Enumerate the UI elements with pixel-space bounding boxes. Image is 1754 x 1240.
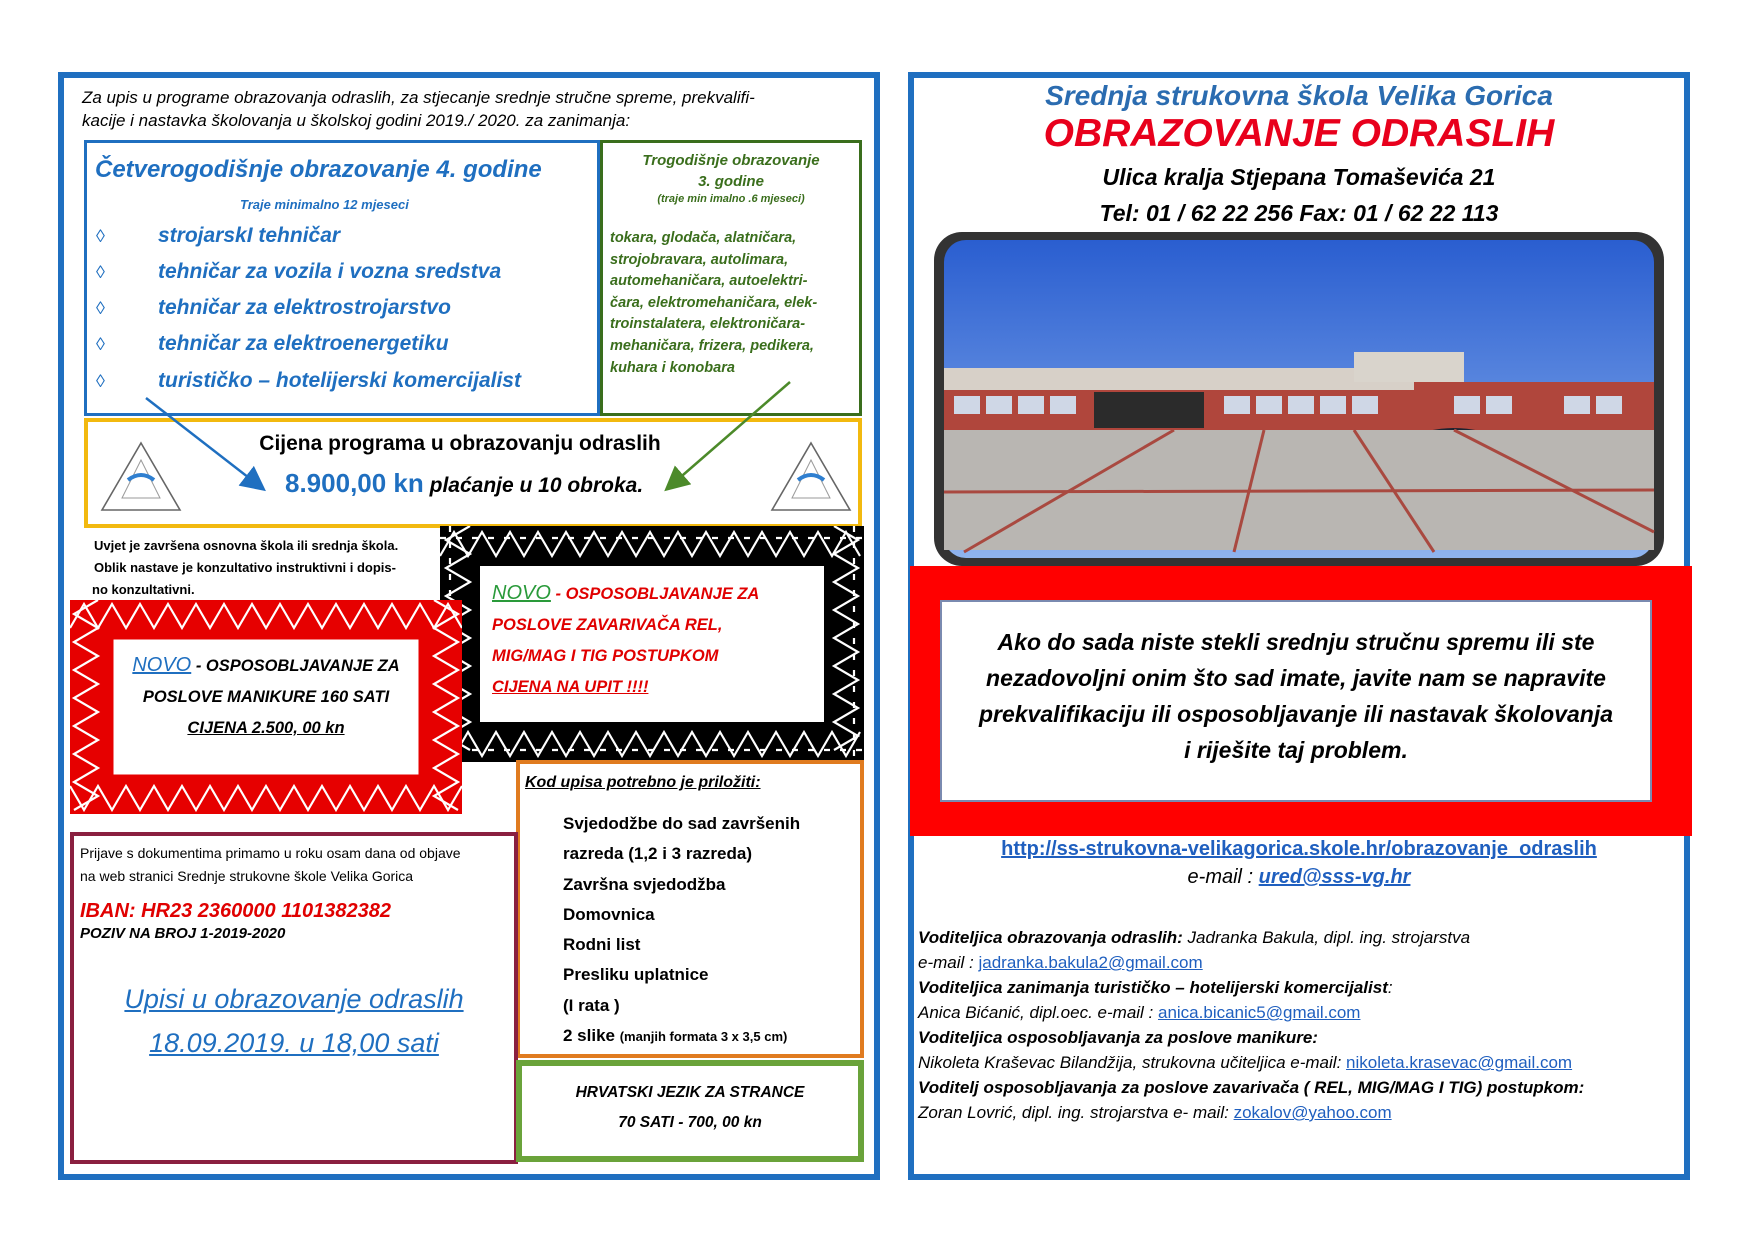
condition-line: Uvjet je završena osnovna škola ili srednja škola. (94, 538, 399, 553)
welding-novo: NOVO (492, 582, 551, 604)
contact-line (918, 978, 1393, 998)
contact-email-label: Nikoleta Kraševac Bilandžija, strukovna učiteljica e-mail: (918, 1053, 1347, 1072)
occupation-line: kuhara i konobara (610, 359, 735, 376)
contact-line (918, 1078, 1584, 1098)
welding-line: POSLOVE ZAVARIVAČA REL, (492, 616, 723, 634)
three-year-years: 3. godine (698, 173, 764, 190)
occupation-line: troinstalatera, elektroničara- (610, 316, 806, 333)
contact-name: : (1387, 978, 1393, 997)
diamond-bullet-icon: ◊ (96, 262, 105, 282)
message-line: nezadovoljni onim što sad imate, javite nam se napravite (986, 665, 1606, 691)
photos-note: (manjih formata 3 x 3,5 cm) (619, 1029, 788, 1044)
welding-price: CIJENA NA UPIT !!!! (492, 678, 649, 696)
photos-label: 2 slike (563, 1026, 620, 1045)
payment-reference: POZIV NA BROJ 1-2019-2020 (80, 925, 286, 942)
condition-line: Oblik nastave je konzultativo instruktivni i dopis- (94, 560, 396, 575)
document-item: Svjedodžbe do sad završenih (563, 814, 801, 833)
iban: IBAN: HR23 2360000 1101382382 (80, 900, 391, 922)
croatian-course-price: 70 SATI - 700, 00 kn (618, 1114, 762, 1131)
document-item: Presliku uplatnice (563, 965, 709, 984)
welding-text (492, 578, 759, 703)
contact-line (918, 928, 1470, 948)
document-item: Završna svjedodžba (563, 875, 726, 894)
school-phone: Tel: 01 / 62 22 256 Fax: 01 / 62 22 113 (1099, 200, 1499, 226)
course-label: tehničar za elektroenergetiku (158, 332, 449, 355)
email-label: e-mail : (1187, 866, 1259, 888)
contact-email-label: e-mail : (918, 953, 979, 972)
contact-email-label: Zoran Lovrić, dipl. ing. strojarstva e- mail: (918, 1103, 1234, 1122)
arrows-overlay (0, 0, 880, 520)
message-line: Ako do sada niste stekli srednju stručnu spremu ili ste (997, 629, 1595, 655)
contact-role: Voditeljica osposobljavanja za poslove manikure: (918, 1028, 1318, 1047)
contact-email-link[interactable]: anica.bicanic5@gmail.com (1158, 1003, 1361, 1022)
welding-line: MIG/MAG I TIG POSTUPKOM (492, 647, 719, 665)
welding-line: - OSPOSOBLJAVANJE ZA (550, 585, 760, 603)
course-label: strojarskI tehničar (158, 224, 341, 247)
documents-title: Kod upisa potrebno je priložiti: (525, 774, 761, 791)
occupation-line: čara, elektromehaničara, elek- (610, 294, 818, 311)
diamond-bullet-icon: ◊ (96, 226, 105, 246)
contact-name: Jadranka Bakula, dipl. ing. strojarstva (1182, 928, 1471, 947)
course-label: tehničar za elektrostrojarstvo (158, 296, 451, 319)
contact-email-link[interactable]: jadranka.bakula2@gmail.com (978, 953, 1203, 972)
document-item: Rodni list (563, 935, 641, 954)
contacts-list (918, 928, 1684, 1128)
price-label: Cijena programa u obrazovanju odraslih (259, 432, 661, 455)
contact-role: Voditeljica zanimanja turističko – hotelijerski komercijalist (918, 978, 1388, 997)
enrollment-title: Upisi u obrazovanje odraslih (124, 984, 464, 1014)
school-email-link[interactable]: ured@sss-vg.hr (1258, 866, 1411, 888)
diamond-bullet-icon: ◊ (96, 371, 105, 391)
course-label: tehničar za vozila i vozna sredstva (158, 260, 502, 283)
message-line: prekvalifikaciju ili osposobljavanje ili nastavak školovanja (978, 701, 1614, 727)
contact-line (918, 1053, 1572, 1073)
arrow-green-icon (668, 382, 790, 488)
occupation-line: automehaničara, autoelektri- (610, 273, 808, 290)
four-year-duration: Traje minimalno 12 mjeseci (240, 197, 409, 212)
flyer-title: OBRAZOVANJE ODRASLIH (1043, 112, 1555, 155)
school-building-photo (934, 232, 1664, 566)
school-address: Ulica kralja Stjepana Tomaševića 21 (1102, 164, 1496, 190)
diamond-bullet-icon: ◊ (96, 334, 105, 354)
price-amount: 8.900,00 kn (285, 468, 424, 498)
three-year-duration: (traje min imalno .6 mjeseci) (657, 193, 805, 205)
contact-role: Voditeljica obrazovanja odraslih: (918, 928, 1183, 947)
three-year-title: Trogodišnje obrazovanje (642, 152, 820, 169)
intro-line: kacije i nastavka školovanja u školskoj godini 2019./ 2020. za zanimanja: (82, 111, 631, 130)
contact-role: Voditelj osposobljavanja za poslove zavarivača ( REL, MIG/MAG I TIG) postupkom: (918, 1078, 1585, 1097)
document-item: razreda (1,2 i 3 razreda) (563, 844, 752, 863)
school-email (914, 866, 1684, 889)
website-link[interactable]: http://ss-strukovna-velikagorica.skole.hr/obrazovanje_odraslih (1001, 838, 1597, 860)
condition-line: no konzultativni. (92, 582, 195, 597)
contact-line (918, 953, 1203, 973)
arrow-blue-icon (146, 398, 262, 488)
applications-info (80, 842, 461, 888)
manicure-price: CIJENA 2.500, 00 kn (187, 719, 345, 737)
school-name: Srednja strukovna škola Velika Gorica (1045, 80, 1553, 111)
manicure-line: - OSPOSOBLJAVANJE ZA (191, 657, 400, 675)
manicure-text (114, 650, 418, 744)
diamond-bullet-icon: ◊ (96, 298, 105, 318)
message-text (940, 624, 1652, 768)
conditions-text (88, 535, 398, 601)
contact-email-link[interactable]: nikoleta.krasevac@gmail.com (1346, 1053, 1573, 1072)
course-label: turističko – hotelijerski komercijalist (158, 369, 521, 392)
document-item (563, 1026, 787, 1046)
manicure-line: POSLOVE MANIKURE 160 SATI (142, 688, 390, 706)
contact-email-link[interactable]: zokalov@yahoo.com (1233, 1103, 1392, 1122)
contact-line (918, 1003, 1360, 1023)
applications-line: na web stranici Srednje strukovne škole Velika Gorica (80, 868, 414, 884)
price-payment: plaćanje u 10 obroka. (423, 474, 644, 497)
documents-list (563, 814, 863, 1054)
document-item: (I rata ) (563, 996, 620, 1015)
applications-line: Prijave s dokumentima primamo u roku osam dana od objave (80, 845, 461, 861)
message-line: i riješite taj problem. (1184, 737, 1408, 763)
contact-email-label: Anica Bićanić, dipl.oec. e-mail : (918, 1003, 1158, 1022)
occupation-line: tokara, glodača, alatničara, (610, 230, 797, 246)
enrollment-date: 18.09.2019. u 18,00 sati (149, 1028, 439, 1058)
manicure-novo: NOVO (132, 654, 192, 676)
croatian-course-title: HRVATSKI JEZIK ZA STRANCE (575, 1084, 805, 1101)
croatian-course-text (522, 1078, 858, 1138)
contact-line (918, 1028, 1318, 1048)
occupation-line: strojobravara, autolimara, (610, 251, 789, 268)
occupation-line: mehaničara, frizera, pedikera, (610, 337, 814, 354)
contact-line (918, 1103, 1392, 1123)
document-item: Domovnica (563, 905, 655, 924)
four-year-title: Četverogodišnje obrazovanje 4. godine (95, 156, 542, 183)
intro-line: Za upis u programe obrazovanja odraslih, za stjecanje srednje stručne spreme, prekvalifi- (82, 88, 755, 107)
